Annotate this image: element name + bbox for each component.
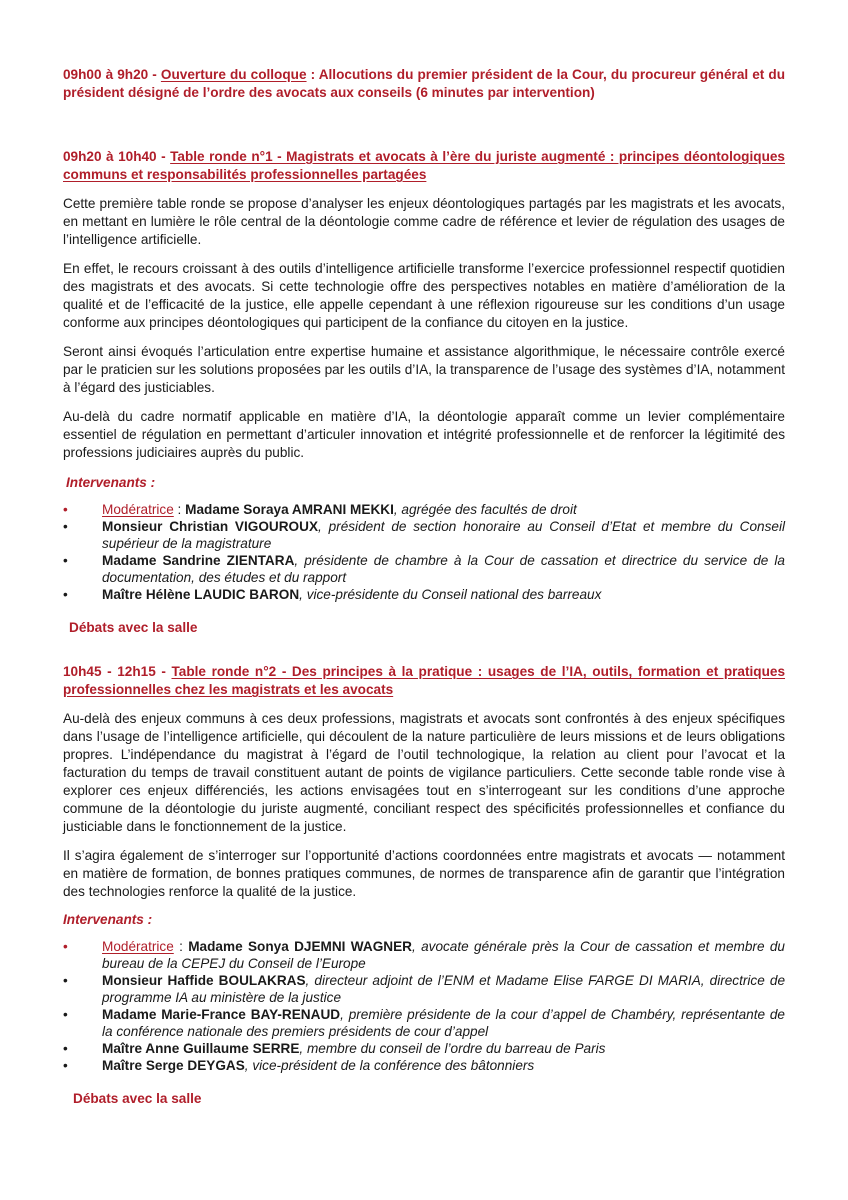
speaker-item	[63, 938, 785, 972]
speaker-item	[63, 1040, 785, 1057]
speaker-name: Maître Serge DEYGAS	[102, 1058, 245, 1073]
bullet-icon: •	[63, 1007, 68, 1022]
roundtable2-speaker-list	[63, 938, 785, 1074]
speaker-prefix: :	[173, 502, 186, 517]
roundtable2-intervenants-label: Intervenants :	[63, 912, 153, 927]
roundtable2-title: Table ronde n°2 - Des principes à la pratique : usages de l’IA, outils, formation et pratiques professionnelles chez les magistrats et les avocats	[63, 664, 786, 697]
bullet-icon: •	[63, 1041, 68, 1056]
roundtable2-debats: Débats avec la salle	[73, 1091, 202, 1106]
bullet-icon: •	[63, 939, 68, 954]
speaker-name: Madame Sonya DJEMNI WAGNER	[188, 939, 412, 954]
speaker-item	[63, 1006, 785, 1040]
opening-rest: : Allocutions du premier président de la Cour, du procureur général et du président désigné de l’ordre des avocats aux conseils (6 minutes par intervention)	[63, 67, 785, 100]
roundtable1-speaker-list	[63, 501, 785, 603]
opening-heading	[63, 66, 785, 102]
speaker-name: Monsieur Haffide BOULAKRAS	[102, 973, 306, 988]
document-page	[63, 66, 785, 1106]
roundtable2-paragraph: Au-delà des enjeux communs à ces deux professions, magistrats et avocats sont confrontés à des enjeux spécifiques dans l’usage de l’intelligence artificielle, qui découlent de la nature particulière de leurs missions et de leurs obligations propres. L’indépendance du magistrat à l’égard de l’outil technologique, la relation au client pour l’avocat et la facturation du temps de travail constituent autant de points de vigilance particuliers. Cette seconde table ronde vise à explorer ces enjeux différenciés, les actions envisagées tout en s’interrogeant sur les conditions d’une approche commune de la déontologie du juriste augmenté, conciliant respect des spécificités professionnelles et confiance du justiciable dans le fonctionnement de la justice.	[63, 711, 785, 834]
speaker-role: , première présidente de la cour d’appel de Chambéry, représentante de la conférence nationale des premiers présidents de cour d’appel	[102, 1007, 785, 1039]
speaker-name: Monsieur Christian VIGOUROUX	[102, 519, 319, 534]
moderator-label: Modératrice	[102, 502, 174, 517]
bullet-icon: •	[63, 519, 68, 534]
speaker-name: Madame Marie-France BAY-RENAUD	[102, 1007, 341, 1022]
speaker-name: Madame Soraya AMRANI MEKKI	[185, 502, 394, 517]
bullet-icon: •	[63, 502, 68, 517]
roundtable1-paragraph: Seront ainsi évoqués l’articulation entre expertise humaine et assistance algorithmique, le nécessaire contrôle exercé par le praticien sur les solutions proposées par les outils d’IA, la transparence de l’usage des systèmes d’IA, notamment à l’égard des justiciables.	[63, 344, 785, 395]
roundtable1-intervenants-label: Intervenants :	[66, 475, 156, 490]
opening-title: Ouverture du colloque	[160, 67, 307, 82]
speaker-item	[63, 518, 785, 552]
roundtable1-time: 09h20 à 10h40 -	[63, 149, 171, 164]
bullet-icon: •	[63, 587, 68, 602]
roundtable2-paragraph: Il s’agira également de s’interroger sur l’opportunité d’actions coordonnées entre magistrats et avocats — notamment en matière de formation, de bonnes pratiques communes, de normes de transparence afin de garantir que l’intégration des technologies renforce la qualité de la justice.	[63, 848, 785, 899]
speaker-role: , agrégée des facultés de droit	[393, 502, 577, 517]
speaker-name: Madame Sandrine ZIENTARA	[102, 553, 295, 568]
speaker-role: , président de section honoraire au Conseil d’Etat et membre du Conseil supérieur de la magistrature	[102, 519, 786, 551]
speaker-item	[63, 1057, 785, 1074]
speaker-role: , vice-présidente du Conseil national des barreaux	[299, 587, 602, 602]
speaker-name: Maître Anne Guillaume SERRE	[102, 1041, 300, 1056]
speaker-role: , avocate générale près la Cour de cassation et membre du bureau de la CEPEJ du Conseil de l’Europe	[102, 939, 785, 971]
speaker-role: , vice-président de la conférence des bâtonniers	[244, 1058, 535, 1073]
roundtable1-title: Table ronde n°1 - Magistrats et avocats à l’ère du juriste augmenté : principes déontologiques communs et responsabilités professionnelles partagées	[63, 149, 785, 182]
speaker-role: , membre du conseil de l’ordre du barreau de Paris	[299, 1041, 606, 1056]
bullet-icon: •	[63, 553, 68, 568]
speaker-item	[63, 586, 785, 603]
roundtable1-paragraph: Cette première table ronde se propose d’analyser les enjeux déontologiques partagés par les magistrats et les avocats, en mettant en lumière le rôle central de la déontologie comme cadre de référence et levier de régulation des usages de l’intelligence artificielle.	[63, 196, 785, 247]
speaker-name: Maître Hélène LAUDIC BARON	[102, 587, 300, 602]
roundtable1-debats: Débats avec la salle	[69, 620, 198, 635]
speaker-role: , présidente de chambre à la Cour de cassation et directrice du service de la documentation, des études et du rapport	[102, 553, 785, 585]
roundtable1-heading	[63, 148, 785, 184]
roundtable1-paragraph: Au-delà du cadre normatif applicable en matière d’IA, la déontologie apparaît comme un levier complémentaire essentiel de régulation en permettant d’articuler innovation et intégrité professionnelle et de renforcer la légitimité des professions judiciaires auprès du public.	[63, 409, 785, 460]
speaker-item	[63, 501, 785, 518]
opening-time: 09h00 à 9h20 -	[63, 67, 161, 82]
bullet-icon: •	[63, 973, 68, 988]
moderator-label: Modératrice	[102, 939, 174, 954]
roundtable2-time: 10h45 - 12h15 -	[63, 664, 172, 679]
bullet-icon: •	[63, 1058, 68, 1073]
speaker-item	[63, 552, 785, 586]
roundtable2-heading	[63, 663, 785, 699]
speaker-item	[63, 972, 785, 1006]
speaker-prefix: :	[173, 939, 189, 954]
roundtable1-paragraph: En effet, le recours croissant à des outils d’intelligence artificielle transforme l’exercice professionnel respectif quotidien des magistrats et des avocats. Si cette technologie offre des perspectives notables en matière d’amélioration de la qualité et de l’efficacité de la justice, elle appelle cependant à une réflexion rigoureuse sur les conditions d’un usage conforme aux principes déontologiques qui participent de la confiance du citoyen en la justice.	[63, 261, 785, 330]
speaker-role: , directeur adjoint de l’ENM et Madame Elise FARGE DI MARIA, directrice de programme IA au ministère de la justice	[102, 973, 785, 1005]
